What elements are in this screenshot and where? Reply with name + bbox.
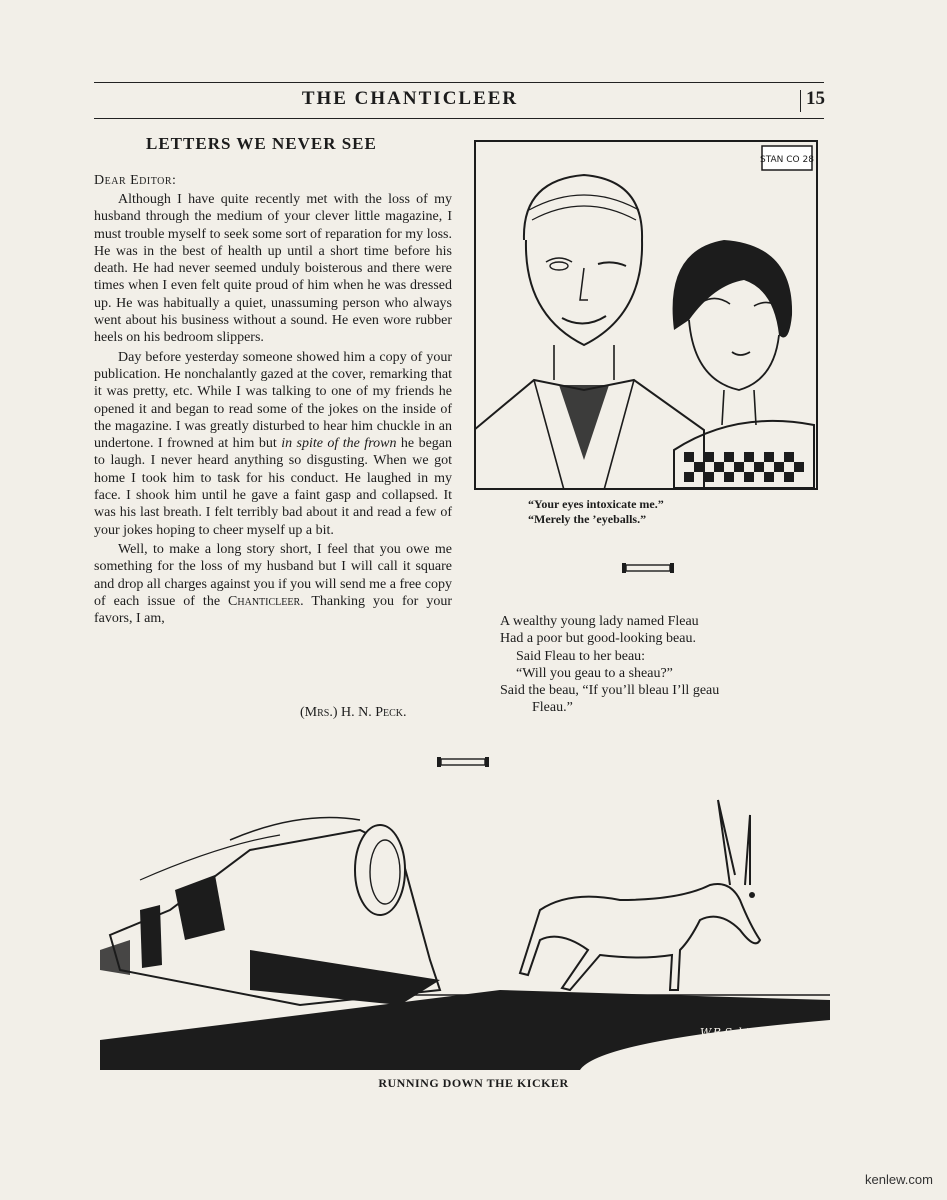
letter-body bbox=[94, 191, 452, 627]
magazine-title: THE CHANTICLEER bbox=[301, 88, 519, 109]
letter-p3-end: . Thanking you for your favors, I am, bbox=[94, 593, 452, 627]
watermark: kenlew.com bbox=[865, 1172, 933, 1187]
header-rule-top bbox=[94, 82, 824, 83]
couple-cartoon-illustration bbox=[474, 140, 818, 490]
page-number: 15 bbox=[806, 88, 825, 109]
letter-signature: (Mrs.) H. N. Peck. bbox=[300, 705, 407, 720]
letter-paragraph-2 bbox=[94, 349, 452, 539]
cartoon-caption-line-2: “Merely the ’eyeballs.” bbox=[528, 512, 647, 526]
header-rule-bottom bbox=[94, 118, 824, 119]
article-title: LETTERS WE NEVER SEE bbox=[146, 134, 377, 153]
cartoon-caption bbox=[528, 497, 664, 527]
limerick-line-1: A wealthy young lady named Fleau bbox=[500, 614, 699, 629]
cartoon-artist-signature: STAN CO 28 bbox=[760, 155, 814, 165]
letter-p2-start: Day before yesterday someone showed him a copy of your publication. He nonchalantly gazed at the cover, remarking that it was pretty, etc. While I was talking to one of my friends he opened it and began to read some of the jokes on the inside of the magazine. I was greatly disturbed to hear him chuckle in an undertone. I frowned at him but bbox=[94, 349, 452, 452]
limerick-line-4: “Will you geau to a sheau?” bbox=[516, 665, 673, 681]
letter-p3-start: Well, to make a long story short, I feel that you owe me something for the loss of my husband but I will call it square and drop all charges against you if you will send me a free copy of each issue of the bbox=[94, 541, 452, 609]
cartoon-caption-line-1: “Your eyes intoxicate me.” bbox=[528, 497, 664, 511]
limerick-line-2: Had a poor but good-looking beau. bbox=[500, 631, 696, 647]
letter-salutation: Dear Editor: bbox=[94, 173, 177, 188]
letter-p3-magazine: Chanticleer bbox=[228, 593, 301, 609]
drawing-artist-signature: W.B.Schimmel. bbox=[700, 1026, 784, 1039]
section-divider-ornament-center bbox=[437, 756, 489, 768]
limerick-line-3: Said Fleau to her beau: bbox=[516, 648, 646, 664]
letter-p2-end: he began to laugh. I never heard anything so disgusting. When we got home I took him to task for his conduct. He laughed in my face. I shook him until he gave a faint gasp and collapsed. It was his last breath. I felt terribly bad about it and read a few of your jokes hoping to cheer myself up a bit. bbox=[94, 436, 452, 538]
letter-p2-italic: in spite of the frown bbox=[281, 436, 397, 452]
letter-paragraph-3 bbox=[94, 541, 452, 627]
train-and-donkey-illustration bbox=[100, 790, 830, 1080]
header-divider bbox=[800, 90, 801, 112]
limerick bbox=[500, 613, 800, 717]
limerick-line-6: Fleau.” bbox=[532, 700, 573, 716]
letter-paragraph-1: Although I have quite recently met with the loss of my husband through the medium of your clever little magazine, I must trouble myself to seek some sort of reparation for my loss. He was in the best of health up until a short time before his death. He had never seemed unduly boisterous and there were times when I even felt quite proud of him when he was dressed up. He was habitually a quiet, unassuming person who always went about his business without a sound. He even wore rubber heels on his bedroom slippers. bbox=[94, 192, 452, 346]
section-divider-ornament bbox=[622, 562, 674, 574]
limerick-line-5: Said the beau, “If you’ll bleau I’ll geau bbox=[500, 683, 720, 699]
drawing-caption: RUNNING DOWN THE KICKER bbox=[378, 1076, 569, 1090]
